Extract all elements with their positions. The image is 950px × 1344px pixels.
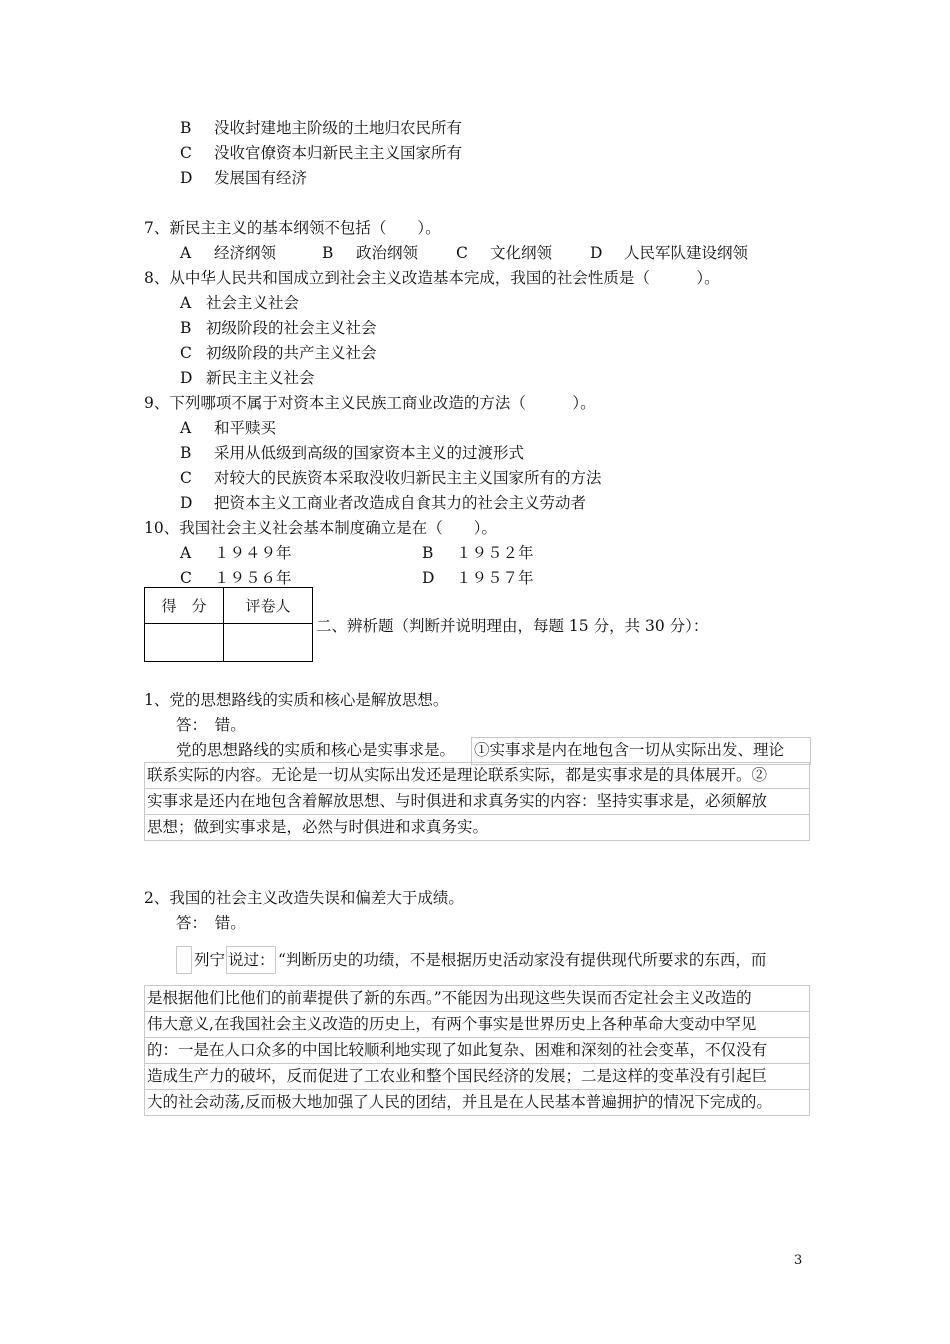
q10-option-c: C １９５６年 bbox=[180, 569, 292, 587]
s2q2-question: 2、我国的社会主义改造失误和偏差大于成绩。 bbox=[144, 889, 464, 907]
q8-option-b: B 初级阶段的社会主义社会 bbox=[180, 319, 377, 337]
q7-option-b: B 政治纲领 bbox=[322, 244, 419, 262]
s2q2-box-line-1: 伟大意义,在我国社会主义改造的历史上，有两个事实是世界历史上各种革命大变动中罕见 bbox=[145, 1012, 809, 1038]
s2q1-box-line-0: ①实事求是内在地包含一切从实际出发、理论 bbox=[474, 741, 785, 759]
q7-option-c: C 文化纲领 bbox=[456, 244, 553, 262]
s2q1-answer: 答： 错。 bbox=[176, 716, 246, 734]
q9-option-c: C 对较大的民族资本采取没收归新民主主义国家所有的方法 bbox=[180, 469, 602, 487]
grader-header: 评卷人 bbox=[224, 588, 313, 624]
score-table bbox=[144, 587, 313, 662]
grader-cell bbox=[224, 624, 313, 662]
s2q1-question: 1、党的思想路线的实质和核心是解放思想。 bbox=[144, 691, 449, 709]
q8-option-d: D 新民主主义社会 bbox=[180, 369, 315, 387]
q6-option-c: C 没收官僚资本归新民主主义国家所有 bbox=[180, 144, 463, 162]
q7-option-a: A 经济纲领 bbox=[180, 244, 277, 262]
q7-question: 7、新民主主义的基本纲领不包括（ ）。 bbox=[144, 219, 441, 237]
s2q2-box-line-0: 是根据他们比他们的前辈提供了新的东西。”不能因为出现这些失误而否定社会主义改造的 bbox=[145, 986, 809, 1012]
s2q2-explanation-box bbox=[144, 985, 810, 1116]
q9-question: 9、下列哪项不属于对资本主义民族工商业改造的方法（ ）。 bbox=[144, 394, 596, 412]
q10-option-a: A １９４９年 bbox=[180, 544, 292, 562]
q8-option-c: C 初级阶段的共产主义社会 bbox=[180, 344, 377, 362]
score-header: 得 分 bbox=[145, 588, 224, 624]
q8-question: 8、从中华人民共和国成立到社会主义改造基本完成，我国的社会性质是（ ）。 bbox=[144, 269, 720, 287]
s2q2-lenin: 列宁 bbox=[194, 951, 226, 969]
q9-option-a: A 和平赎买 bbox=[180, 419, 277, 437]
q9-option-d: D 把资本主义工商业者改造成自食其力的社会主义劳动者 bbox=[180, 494, 587, 512]
q8-option-a: A 社会主义社会 bbox=[180, 294, 300, 312]
s2q2-box-line-3: 造成生产力的破坏，反而促进了工农业和整个国民经济的发展；二是这样的变革没有引起巨 bbox=[145, 1064, 809, 1090]
s2q1-first-line: 党的思想路线的实质和核心是实事求是。 bbox=[176, 741, 456, 759]
s2q1-box-line-3: 思想；做到实事求是，必然与时俱进和求真务实。 bbox=[147, 818, 489, 836]
q6-option-b: B 没收封建地主阶级的土地归农民所有 bbox=[180, 119, 463, 137]
page-number: 3 bbox=[794, 1253, 803, 1268]
score-cell bbox=[145, 624, 224, 662]
q7-option-d: D 人民军队建设纲领 bbox=[590, 244, 749, 262]
s2q1-box-line-1: 联系实际的内容。无论是一切从实际出发还是理论联系实际，都是实事求是的具体展开。② bbox=[145, 763, 809, 789]
s2q1-explanation-box bbox=[144, 762, 810, 841]
s2q1-box-line-2: 实事求是还内在地包含着解放思想、与时俱进和求真务实的内容：坚持实事求是，必须解放 bbox=[145, 789, 809, 815]
section2-title: 二、辨析题（判断并说明理由，每题 15 分，共 30 分）： bbox=[316, 617, 709, 635]
s2q2-empty-box bbox=[176, 946, 192, 974]
s2q2-said: 说过： bbox=[228, 951, 275, 969]
q10-option-d: D １９５７年 bbox=[422, 569, 534, 587]
q6-option-d: D 发展国有经济 bbox=[180, 169, 308, 187]
q10-question: 10、我国社会主义社会基本制度确立是在（ ）。 bbox=[144, 519, 497, 537]
s2q2-answer: 答： 错。 bbox=[176, 914, 246, 932]
q9-option-b: B 采用从低级到高级的国家资本主义的过渡形式 bbox=[180, 444, 525, 462]
s2q2-first-rest: “判断历史的功绩，不是根据历史活动家没有提供现代所要求的东西，而 bbox=[278, 951, 767, 969]
s2q2-box-line-2: 的：一是在人口众多的中国比较顺利地实现了如此复杂、困难和深刻的社会变革，不仅没有 bbox=[145, 1038, 809, 1064]
q10-option-b: B １９５２年 bbox=[422, 544, 534, 562]
s2q2-box-line-4: 大的社会动荡,反而极大地加强了人民的团结，并且是在人民基本普遍拥护的情况下完成的。 bbox=[147, 1093, 772, 1111]
